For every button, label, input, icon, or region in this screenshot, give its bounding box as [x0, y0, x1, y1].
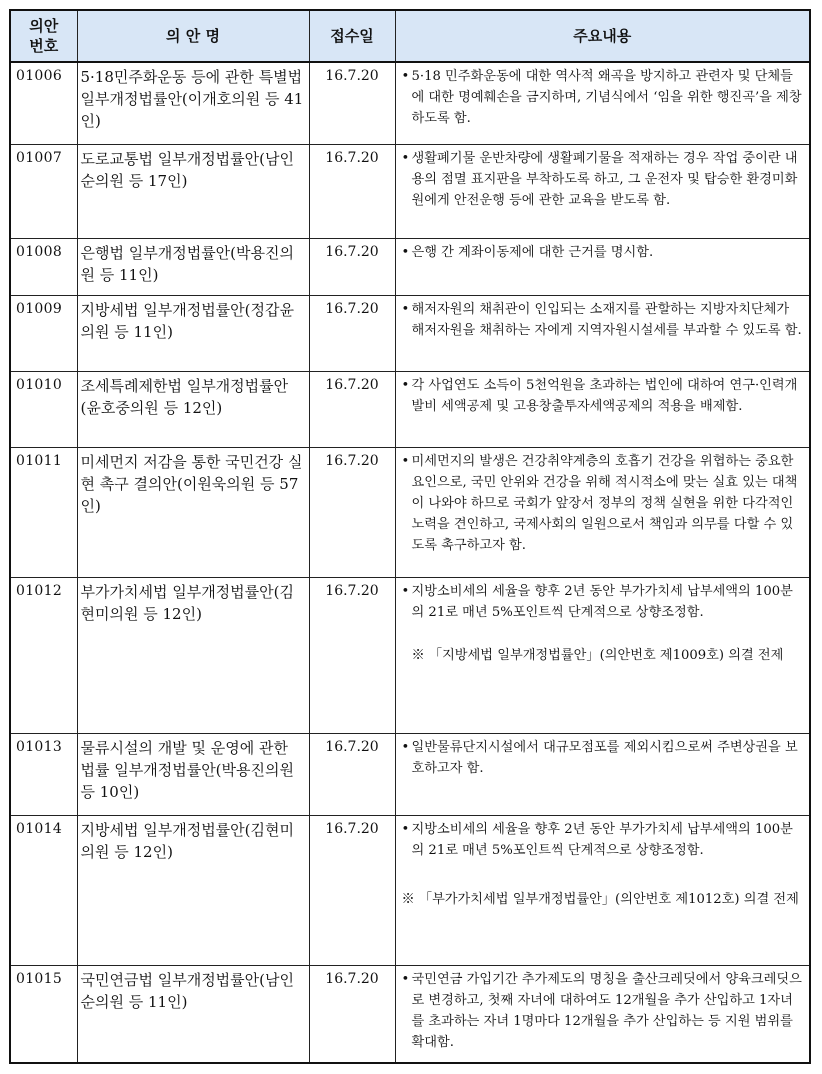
bill-number: 01007	[10, 144, 77, 238]
table-row	[10, 733, 810, 815]
received-date: 16.7.20	[309, 144, 395, 238]
main-content	[395, 815, 810, 965]
main-content	[395, 577, 810, 733]
content-text: • 5·18 민주화운동에 대한 역사적 왜곡을 방지하고 관련자 및 단체들에 대한 명예훼손을 금지하며, 기념식에서 ‘임을 위한 행진곡’을 제창하도록 함.	[402, 66, 805, 129]
header-bill-number-text: 의안 번호	[29, 17, 59, 55]
table-row	[10, 815, 810, 965]
bill-name: 국민연금법 일부개정법률안(남인순의원 등 11인)	[77, 965, 309, 1063]
table-row	[10, 447, 810, 577]
table-row	[10, 144, 810, 238]
header-received-date: 접수일	[309, 10, 395, 62]
content-text: • 은행 간 계좌이동제에 대한 근거를 명시함.	[402, 242, 805, 263]
received-date: 16.7.20	[309, 577, 395, 733]
content-text: • 지방소비세의 세율을 향후 2년 동안 부가가치세 납부세액의 100분의 21로 매년 5%포인트씩 단계적으로 상향조정함.	[402, 819, 805, 861]
received-date: 16.7.20	[309, 733, 395, 815]
bill-name: 조세특례제한법 일부개정법률안(윤호중의원 등 12인)	[77, 371, 309, 447]
received-date: 16.7.20	[309, 371, 395, 447]
bill-number: 01011	[10, 447, 77, 577]
header-bill-name: 의 안 명	[77, 10, 309, 62]
content-note: ※ 「부가가치세법 일부개정법률안」(의안번호 제1012호) 의결 전제	[401, 891, 799, 907]
main-content	[395, 144, 810, 238]
bill-number: 01010	[10, 371, 77, 447]
main-content	[395, 733, 810, 815]
received-date: 16.7.20	[309, 295, 395, 371]
bill-number: 01013	[10, 733, 77, 815]
received-date: 16.7.20	[309, 815, 395, 965]
table-row	[10, 577, 810, 733]
bill-name: 지방세법 일부개정법률안(정갑윤의원 등 11인)	[77, 295, 309, 371]
bill-name: 은행법 일부개정법률안(박용진의원 등 11인)	[77, 238, 309, 295]
bill-name: 부가가치세법 일부개정법률안(김현미의원 등 12인)	[77, 577, 309, 733]
content-text: • 각 사업연도 소득이 5천억원을 초과하는 법인에 대하여 연구·인력개발비 세액공제 및 고용창출투자세액공제의 적용을 배제함.	[402, 375, 805, 417]
content-note: ※ 「지방세법 일부개정법률안」(의안번호 제1009호) 의결 전제	[411, 647, 784, 663]
table-row	[10, 295, 810, 371]
bill-number: 01008	[10, 238, 77, 295]
table-row	[10, 965, 810, 1063]
bill-number: 01006	[10, 62, 77, 144]
bill-number: 01009	[10, 295, 77, 371]
content-text: • 미세먼지의 발생은 건강취약계층의 호흡기 건강을 위협하는 중요한 요인으로, 국민 안위와 건강을 위해 적시적소에 맞는 실효 있는 대책이 나와야 하므로 국회가 앞장서 정부의 정책 실현을 위한 다각적인 노력을 견인하고, 국제사회의 일원으로서 책임과 의무를 다할 수 있도록 촉구하고자 함.	[402, 451, 805, 556]
main-content	[395, 447, 810, 577]
content-text: • 국민연금 가입기간 추가제도의 명칭을 출산크레딧에서 양육크레딧으로 변경하고, 첫째 자녀에 대하여도 12개월을 추가 산입하고 1자녀를 초과하는 자녀 1명마다 12개월을 추가 산입하는 등 지원 범위를 확대함.	[402, 969, 805, 1053]
bill-name: 물류시설의 개발 및 운영에 관한 법률 일부개정법률안(박용진의원 등 10인)	[77, 733, 309, 815]
main-content	[395, 371, 810, 447]
main-content	[395, 295, 810, 371]
table-row	[10, 371, 810, 447]
main-content	[395, 965, 810, 1063]
main-content	[395, 238, 810, 295]
bill-name: 미세먼지 저감을 통한 국민건강 실현 촉구 결의안(이원욱의원 등 57인)	[77, 447, 309, 577]
main-content	[395, 62, 810, 144]
table-header	[10, 10, 810, 62]
bill-list-document	[9, 9, 809, 1064]
table-body	[10, 62, 810, 1063]
content-text: • 생활폐기물 운반차량에 생활폐기물을 적재하는 경우 작업 중이란 내용의 점멸 표지판을 부착하도록 하고, 그 운전자 및 탑승한 환경미화원에게 안전운행 등에 관한 교육을 받도록 함.	[402, 148, 805, 211]
content-text: • 해저자원의 채취관이 인입되는 소재지를 관할하는 지방자치단체가 해저자원을 채취하는 자에게 지역자원시설세를 부과할 수 있도록 함.	[402, 299, 805, 341]
bill-name: 지방세법 일부개정법률안(김현미의원 등 12인)	[77, 815, 309, 965]
bill-name: 5·18민주화운동 등에 관한 특별법 일부개정법률안(이개호의원 등 41인)	[77, 62, 309, 144]
received-date: 16.7.20	[309, 965, 395, 1063]
received-date: 16.7.20	[309, 62, 395, 144]
content-text: • 지방소비세의 세율을 향후 2년 동안 부가가치세 납부세액의 100분의 21로 매년 5%포인트씩 단계적으로 상향조정함.	[402, 581, 805, 623]
bill-number: 01015	[10, 965, 77, 1063]
bill-number: 01014	[10, 815, 77, 965]
bill-table	[9, 9, 811, 1064]
header-main-content: 주요내용	[395, 10, 810, 62]
table-row	[10, 238, 810, 295]
bill-number: 01012	[10, 577, 77, 733]
received-date: 16.7.20	[309, 447, 395, 577]
table-row	[10, 62, 810, 144]
content-text: • 일반물류단지시설에서 대규모점포를 제외시킴으로써 주변상권을 보호하고자 함.	[402, 737, 805, 779]
received-date: 16.7.20	[309, 238, 395, 295]
header-bill-number	[10, 10, 77, 62]
bill-name: 도로교통법 일부개정법률안(남인순의원 등 17인)	[77, 144, 309, 238]
